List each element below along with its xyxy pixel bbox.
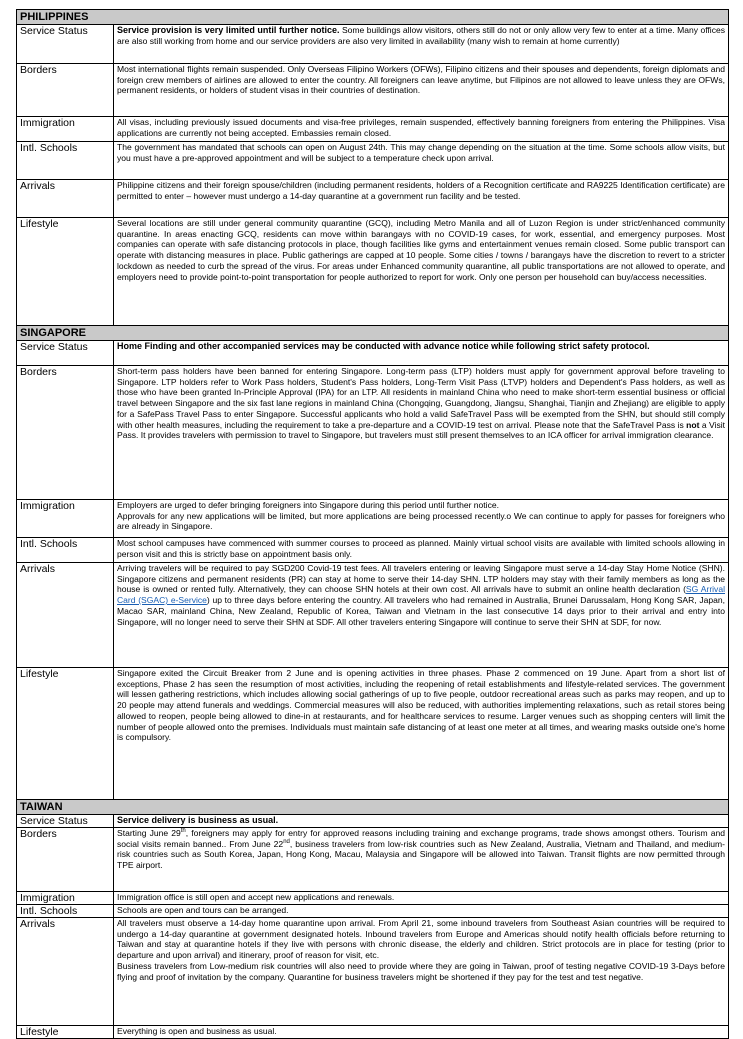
- row-arrivals: [17, 563, 729, 668]
- row-content: Several locations are still under general community quarantine (GCQ), including Metro Manila and all of Luzon Region is under strict/enhanced community quarantine. In areas enacting GCQ, residents can move within barangays with no COVID-19 cases, for work, essential, and emergency purposes. Most companies can operate with safe distancing protocols in place, though facilities like gyms and entertainment venues remain closed. Some public transport can operate with distancing measures in place. Public gatherings are capped at 10 people. Some cities / towns / barangays have the discretion to revert to a stricter lockdown as needed to curb the spread of the virus. For areas under Enhanced community quarantine, all public transportations are not allowed to operate, and employers need to provide point-to-point transportation for people authorized to report for work. Only one person per household can buy/access necessities.: [114, 218, 729, 326]
- country-header-taiwan: [17, 800, 729, 815]
- row-immigration: [17, 892, 729, 905]
- row-label: Intl. Schools: [17, 538, 114, 563]
- row-lifestyle: [17, 668, 729, 800]
- row-content: [114, 828, 729, 892]
- sgac-eservice-link[interactable]: SG Arrival Card (SGAC) e-Service: [117, 584, 725, 606]
- row-label: Borders: [17, 64, 114, 117]
- row-intl-schools: [17, 905, 729, 918]
- status-lead: Home Finding and other accompanied services may be conducted with advance notice while following strict safety protocol.: [117, 341, 650, 351]
- borders-text: Starting June 29: [117, 828, 181, 838]
- arrivals-text-end: ) up to three days before entering the country. All travelers who had remained in Australia, Brunei Darussalam, Hong Kong SAR, Japan, Macao SAR, mainland China, New Zealand, Republic of Korea, Taiwan and Vietnam in the last consecutive 14 days prior to their arrival and entry into Singapore, will no longer need to serve their SHN at SDF. All other travelers entering Singapore will continue to serve their SHN at SDF, for now.: [117, 595, 725, 627]
- row-service-status: [17, 25, 729, 64]
- row-content: Most school campuses have commenced with summer courses to proceed as planned. Mainly virtual school visits are available with limited schools allowing in person visit and this is strictly base on appointment basis only.: [114, 538, 729, 563]
- row-label: Lifestyle: [17, 668, 114, 800]
- row-label: Borders: [17, 828, 114, 892]
- arrivals-para: All travelers must observe a 14-day home quarantine upon arrival. From April 21, some inbound travelers from Southeast Asian countries will be required to undergo a 14-day quarantine at government designated hotels. Inbound travelers from Europe and Americas should notify health officials before returning to Taiwan and stay at quarantine hotels if they live with persons with chronic disease, the elderly and children. Strict protocols are in place for testing (prior to departure and upon arrival) and itinerary, proof of reason for visit, etc.: [117, 918, 725, 961]
- row-content: [114, 366, 729, 500]
- country-title: PHILIPPINES: [17, 10, 729, 25]
- arrivals-para: Business travelers from Low-medium risk countries will also need to provide where they are going in Taiwan, proof of testing negative COVID-19 3-Days before flying and proof of invitation by the company. Quarantine for business travelers might be shortened if they pay for the test and test negative.: [117, 960, 725, 982]
- row-borders: [17, 366, 729, 500]
- row-borders: [17, 64, 729, 117]
- row-label: Intl. Schools: [17, 905, 114, 918]
- row-intl-schools: [17, 538, 729, 563]
- row-label: Service Status: [17, 815, 114, 828]
- row-content: All visas, including previously issued documents and visa-free privileges, remain suspended, effectively banning foreigners from entering the Philippines. Visa applications are currently not being accepted. Embassies remain closed.: [114, 117, 729, 142]
- row-label: Intl. Schools: [17, 142, 114, 180]
- row-label: Immigration: [17, 117, 114, 142]
- row-arrivals: [17, 918, 729, 1026]
- row-content: Most international flights remain suspended. Only Overseas Filipino Workers (OFWs), Filipino citizens and their spouses and dependents, foreign diplomats and foreign crew members of airlines are allowed to enter the country. All foreigners can leave anytime, but Filipinos are not allowed to leave unless they are OFWs, permanent residents, or holders of student visas in their countries of destination.: [114, 64, 729, 117]
- row-content: [114, 918, 729, 1026]
- row-content: Immigration office is still open and accept new applications and renewals.: [114, 892, 729, 905]
- borders-text-end: a Visit Pass. It provides travelers with permission to travel to Singapore, but travelers must still present themselves to an ICA officer for arrival immigration clearance.: [117, 419, 725, 441]
- country-status-table: [16, 9, 728, 1039]
- row-borders: [17, 828, 729, 892]
- row-immigration: [17, 117, 729, 142]
- row-label: Service Status: [17, 25, 114, 64]
- country-title: TAIWAN: [17, 800, 729, 815]
- row-lifestyle: [17, 218, 729, 326]
- arrivals-text: Arriving travelers will be required to pay SGD200 Covid-19 test fees. All travelers entering or leaving Singapore must serve a 14-day Stay Home Notice (SHN). Singapore citizens and permanent residents (PR) can stay at home to serve their 14-day SHN. LTP holders may stay with their family members as long as the house is owned or rented fully. Alternatively, they can choose SHN hotels at their own cost. All arrivals have to submit an online health declaration (: [117, 563, 725, 595]
- immigration-para: Employers are urged to defer bringing foreigners into Singapore during this period until further notice.: [117, 500, 499, 510]
- row-service-status: [17, 815, 729, 828]
- row-label: Lifestyle: [17, 1026, 114, 1039]
- country-header-singapore: [17, 326, 729, 341]
- row-content: [114, 563, 729, 668]
- row-content: [114, 341, 729, 366]
- status-text: Some buildings allow visitors, others still do not or only allow very few to enter at a time. Many offices are also still working from home and our service providers are also very limited in availability (many wish to remain at home currently): [117, 25, 725, 46]
- row-label: Arrivals: [17, 180, 114, 218]
- borders-text: , foreigners may apply for entry for approved reasons including training and exchange programs, trade shows amongst others. Tourism and social visits remain banned.. From June 22: [117, 828, 725, 849]
- row-label: Arrivals: [17, 563, 114, 668]
- immigration-para: Approvals for any new applications will be limited, but more applications are being processed recently.o We can continue to apply for passes for foreigners who are already in Singapore.: [117, 510, 725, 532]
- country-title: SINGAPORE: [17, 326, 729, 341]
- borders-emphasis: not: [686, 419, 700, 430]
- status-lead: Service provision is very limited until further notice.: [117, 25, 340, 35]
- row-content: Everything is open and business as usual.: [114, 1026, 729, 1039]
- row-content: [114, 25, 729, 64]
- row-immigration: [17, 500, 729, 538]
- row-label: Immigration: [17, 500, 114, 538]
- row-service-status: [17, 341, 729, 366]
- row-content: [114, 500, 729, 538]
- row-label: Service Status: [17, 341, 114, 366]
- status-lead: Service delivery is business as usual.: [117, 815, 279, 825]
- row-intl-schools: [17, 142, 729, 180]
- row-label: Immigration: [17, 892, 114, 905]
- row-content: Philippine citizens and their foreign spouse/children (including permanent residents, holders of a Recognition certificate and RA9225 Identification certificate) are permitted to enter – however must undergo a 14-day quarantine at a government run facility and be tested.: [114, 180, 729, 218]
- row-label: Borders: [17, 366, 114, 500]
- row-lifestyle: [17, 1026, 729, 1039]
- row-content: Singapore exited the Circuit Breaker from 2 June and is opening activities in three phases. Phase 2 commenced on 19 June. Apart from a short list of exceptions, Phase 2 has seen the resumption of most activities, including the reopening of retail establishments and lifestyle-related services. The government will lessen gathering restrictions, which includes allowing social gatherings of up to five people, outdoor recreational areas such as parks may reopen, and up to 20 people may attend funerals and weddings. Commercial measures will also be reduced, with authorities implementing relaxations, such as retail stores being allowed to reopen, people being allowed to dine-in at restaurants, and for healthcare services to resume. Larger venues such as shopping centers will limit the number of people allowed onto the premises. Individuals must maintain safe distancing of at least one meter at all times, and wearing masks outside one's home is compulsory.: [114, 668, 729, 800]
- row-content: Schools are open and tours can be arranged.: [114, 905, 729, 918]
- borders-text: Short-term pass holders have been banned for entering Singapore. Long-term pass (LTP) holders must apply for government approval before traveling to Singapore. LTP holders refer to Work Pass holders, Student's Pass holders, Long-Term Visit Pass (LTVP) holders and Dependent's Pass holders, as well as those who have been granted In-Principle Approval (IPA) for an LTP. All residents in mainland China who need to make short-term essential business or official travel between Singapore and the six fast lane regions in mainland China (Chongqing, Guangdong, Jiangsu, Shanghai, Tianjin and Zhejiang) are eligible to apply for a SafePass Travel Pass to enter Singapore. Successful applicants who hold a valid SafeTravel Pass will be exempted from the SHN, but should still comply with other health measures, including the requirement to take a pre-departure and a COVID-19 test on arrival. Please note that the SafeTravel Pass is: [117, 366, 725, 430]
- borders-text-end: , business travelers from low-risk countries such as New Zealand, Australia, Vietnam and Thailand, and medium-risk countries such as South Korea, Japan, Hong Kong, Macau, Malaysia and Singapore will be allowed into Taiwan. Transit flights are now permitted through TPE airport.: [117, 838, 725, 871]
- row-label: Arrivals: [17, 918, 114, 1026]
- ordinal-suffix: th: [180, 828, 186, 835]
- ordinal-suffix: nd: [283, 838, 290, 845]
- country-header-philippines: [17, 10, 729, 25]
- row-content: [114, 815, 729, 828]
- row-content: The government has mandated that schools can open on August 24th. This may change depending on the situation at the time. Some schools allow visits, but you must have a pre-approved appointment and will be subject to a temperature check upon arrival.: [114, 142, 729, 180]
- row-label: Lifestyle: [17, 218, 114, 326]
- row-arrivals: [17, 180, 729, 218]
